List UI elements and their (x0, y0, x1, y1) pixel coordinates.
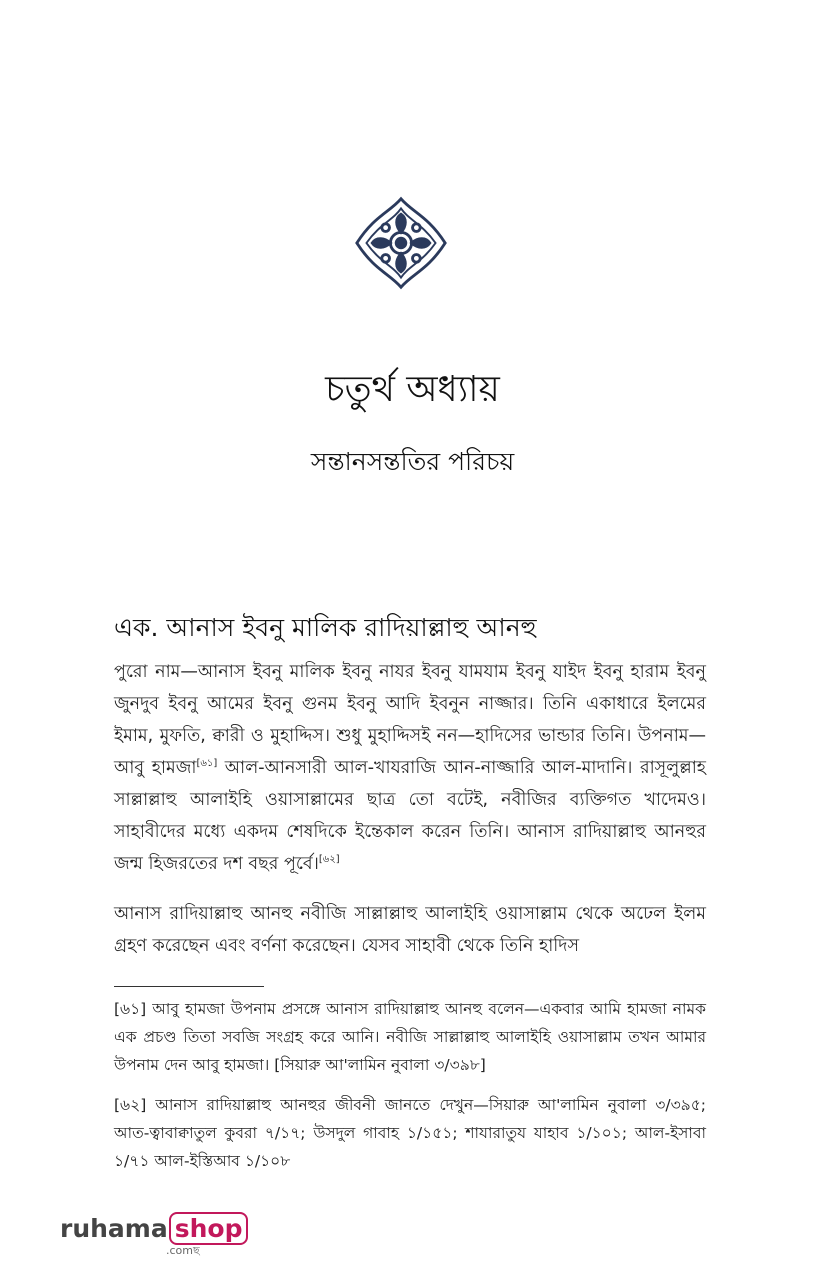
ruhama-shop-logo (60, 1212, 243, 1262)
logo-domain: .comছ (166, 1244, 200, 1257)
paragraph-text: আল-আনসারী আল-খাযরাজি আন-নাজ্জারি আল-মাদানি। রাসূলুল্লাহ সাল্লাল্লাহু আলাইহি ওয়াসাল্লামের ছাত্র তো বটেই, নবীজির ব্যক্তিগত খাদেমও। সাহাবীদের মধ্যে একদম শেষদিকে ইন্তেকাল করেন তিনি। আনাস রাদিয়াল্লাহু আনহুর জন্ম হিজরতের দশ বছর পূর্বে। (114, 758, 707, 874)
floral-medallion-icon (353, 195, 449, 291)
paragraph-text: পুরো নাম—আনাস ইবনু মালিক ইবনু নাযর ইবনু যামযাম ইবনু যাইদ ইবনু হারাম ইবনু জুনদুব ইবনু আমের ইবনু গুনম ইবনু আদি ইবনুন নাজ্জার। তিনি একাধারে ইলমের ইমাম, মুফতি, ক্বারী ও মুহাদ্দিস। শুধু মুহাদ্দিসই নন—হাদিসের ভান্ডার তিনি। উপনাম—আবু হামজা (114, 662, 706, 778)
logo-shop-badge: shop (169, 1212, 249, 1245)
footnote-divider (114, 986, 264, 987)
body-paragraph (114, 656, 706, 880)
footnote-62: [৬২] আনাস রাদিয়াল্লাহু আনহুর জীবনী জানতে দেখুন—সিয়ারু আ'লামিন নুবালা ৩/৩৯৫; আত-ত্বাবাক্বাতুল কুবরা ৭/১৭; উসদুল গাবাহ ১/১৫১; শাযারাতুয যাহাব ১/১০১; আল-ইসাবা ১/৭১ আল-ইস্তিআব ১/১০৮ (114, 1096, 706, 1170)
footnote-ref-61[interactable]: [৬১] (196, 758, 218, 770)
logo-wordmark (60, 1212, 248, 1245)
logo-main-text: ruhama (60, 1214, 168, 1243)
body-paragraph: আনাস রাদিয়াল্লাহু আনহু নবীজি সাল্লাল্লাহু আলাইহি ওয়াসাল্লাম থেকে অঢেল ইলম গ্রহণ করেছেন এবং বর্ণনা করেছেন। যেসব সাহাবী থেকে তিনি হাদিস (114, 904, 706, 956)
footnote-61: [৬১] আবু হামজা উপনাম প্রসঙ্গে আনাস রাদিয়াল্লাহু আনহু বলেন—একবার আমি হামজা নামক এক প্রচণ্ড তিতা সবজি সংগ্রহ করে আনি। নবীজি সাল্লাল্লাহু আলাইহি ওয়াসাল্লাম তখন আমার উপনাম দেন আবু হামজা। [সিয়ারু আ'লামিন নুবালা ৩/৩৯৮] (114, 1000, 706, 1074)
section-heading: এক. আনাস ইবনু মালিক রাদিয়াল্লাহু আনহু (114, 613, 537, 642)
chapter-subtitle: সন্তানসন্ততির পরিচয় (310, 447, 515, 476)
footnote-ref-62[interactable]: [৬২] (318, 854, 340, 866)
chapter-title: চতুর্থ অধ্যায় (325, 369, 500, 410)
